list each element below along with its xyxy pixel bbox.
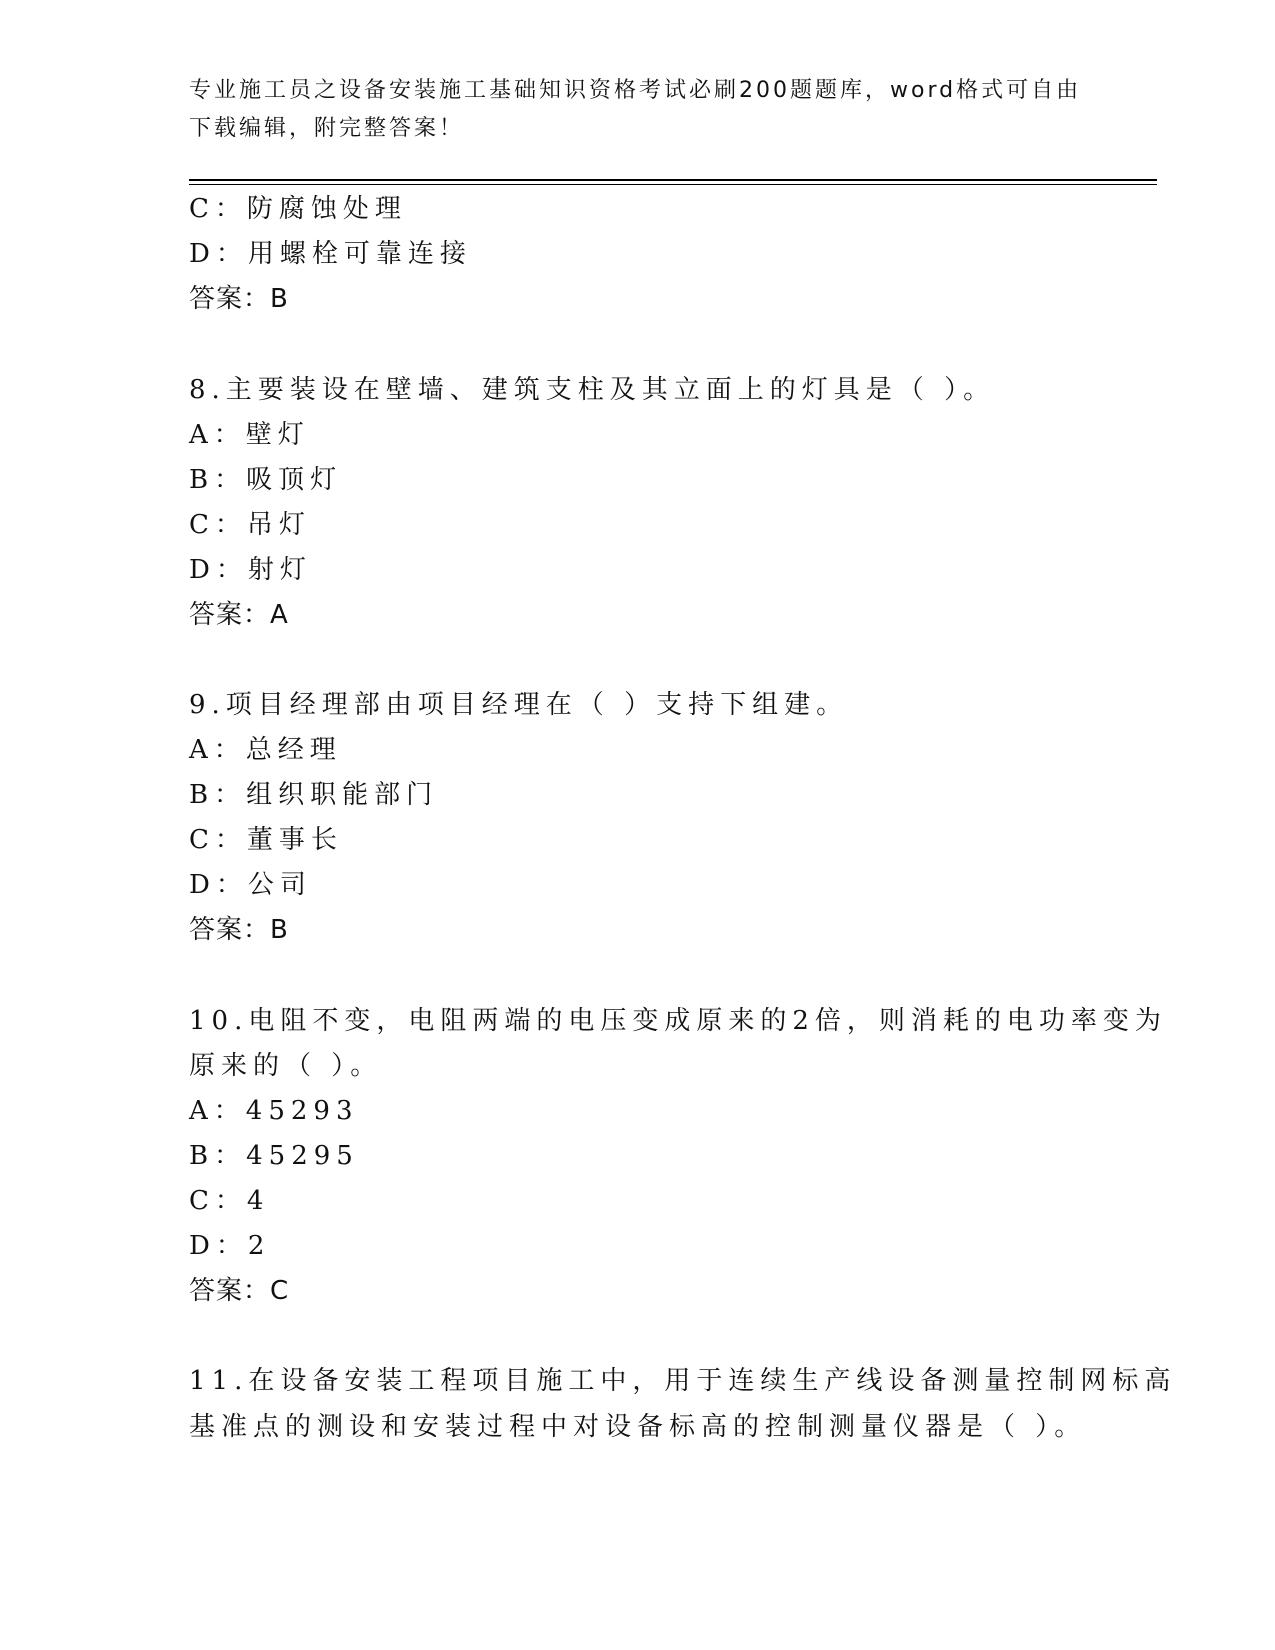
q10-option-d: D：2 xyxy=(189,1231,271,1261)
header-title-line-2: 下载编辑，附完整答案！ xyxy=(189,116,465,141)
q8-option-a: A：壁灯 xyxy=(189,420,310,450)
q10-stem-line-1: 10.电阻不变，电阻两端的电压变成原来的2倍，则消耗的电功率变为 xyxy=(189,1006,1167,1036)
q9-answer: 答案：B xyxy=(189,915,289,945)
header-title-line-1: 专业施工员之设备安装施工基础知识资格考试必刷200题题库，word格式可自由 xyxy=(189,78,1082,103)
q8-option-b: B：吸顶灯 xyxy=(189,465,343,495)
q9-stem: 9.项目经理部由项目经理在（ ）支持下组建。 xyxy=(189,690,849,720)
q8-stem: 8.主要装设在壁墙、建筑支柱及其立面上的灯具是（ ）。 xyxy=(189,375,996,405)
q10-answer: 答案：C xyxy=(189,1276,290,1306)
header-rule-thin xyxy=(189,184,1157,185)
q11-stem-line-2: 基准点的测设和安装过程中对设备标高的控制测量仪器是（ ）。 xyxy=(189,1412,1087,1442)
q7-answer: 答案：B xyxy=(189,284,289,314)
q10-option-a: A：45293 xyxy=(189,1096,359,1126)
q7-option-c: C：防腐蚀处理 xyxy=(189,194,407,224)
q8-option-c: C：吊灯 xyxy=(189,510,311,540)
q9-option-c: C：董事长 xyxy=(189,825,343,855)
q10-option-c: C：4 xyxy=(189,1186,270,1216)
q7-option-d: D：用螺栓可靠连接 xyxy=(189,239,472,269)
q9-option-a: A：总经理 xyxy=(189,735,342,765)
document-header xyxy=(189,72,1089,148)
q8-option-d: D：射灯 xyxy=(189,555,312,585)
q10-stem-line-2: 原来的（ ）。 xyxy=(189,1051,383,1081)
q11-stem-line-1: 11.在设备安装工程项目施工中，用于连续生产线设备测量控制网标高 xyxy=(189,1366,1177,1396)
q10-option-b: B：45295 xyxy=(189,1141,359,1171)
q9-option-b: B：组织职能部门 xyxy=(189,780,439,810)
q9-option-d: D：公司 xyxy=(189,870,312,900)
q8-answer: 答案：A xyxy=(189,600,289,630)
header-rule-thick xyxy=(189,179,1157,181)
